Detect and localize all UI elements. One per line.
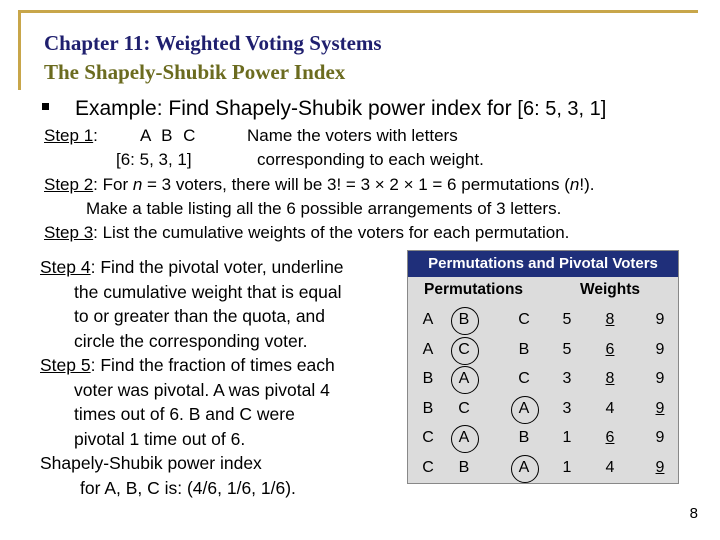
permutation-cell: C bbox=[422, 429, 434, 446]
permutation-cell: C bbox=[422, 458, 434, 476]
page-number: 8 bbox=[689, 505, 698, 522]
result-line2: for A, B, C is: (4/6, 1/6, 1/6). bbox=[80, 477, 296, 498]
permutation-cell: B bbox=[422, 399, 434, 417]
step5-label: Step 5 bbox=[40, 355, 91, 375]
column-header-weights: Weights bbox=[580, 281, 640, 298]
step1-line: Step 1: bbox=[44, 126, 98, 145]
step1-text1: Name the voters with letters bbox=[247, 126, 458, 145]
permutation-cell: C bbox=[518, 370, 530, 387]
step3-line: Step 3: List the cumulative weights of the voters for each permutation. bbox=[44, 223, 570, 242]
pivotal-weight-cell: 9 bbox=[655, 458, 665, 476]
weight-cell: 1 bbox=[562, 458, 572, 476]
permutation-cell: A bbox=[518, 458, 530, 476]
step1-letters: A B C bbox=[140, 126, 196, 145]
weight-cell: 9 bbox=[655, 311, 665, 328]
frame-top-line bbox=[18, 10, 698, 13]
pivotal-circle bbox=[451, 425, 479, 453]
step2-line2: Make a table listing all the 6 possible arrangements of 3 letters. bbox=[86, 199, 562, 218]
weight-cell: 3 bbox=[562, 399, 572, 417]
weight-cell: 9 bbox=[655, 370, 665, 387]
permutation-cell: B bbox=[422, 370, 434, 387]
pivotal-circle bbox=[451, 307, 479, 335]
example-system: [6: 5, 3, 1] bbox=[517, 98, 607, 120]
permutation-cell: C bbox=[458, 340, 470, 358]
frame-left-line bbox=[18, 10, 21, 90]
pivotal-weight-cell: 8 bbox=[605, 311, 615, 328]
permutation-cell: A bbox=[458, 370, 470, 387]
pivotal-weight-cell: 6 bbox=[605, 429, 615, 446]
pivotal-weight-cell: 9 bbox=[655, 399, 665, 417]
weight-cell: 4 bbox=[605, 399, 615, 417]
pivotal-circle bbox=[511, 455, 539, 483]
permutation-cell: A bbox=[422, 340, 434, 358]
step2-line: Step 2: For n = 3 voters, there will be 3! = 3 × 2 × 1 = 6 permutations (n!). bbox=[44, 175, 595, 194]
permutation-cell: B bbox=[458, 458, 470, 476]
step1-text2: corresponding to each weight. bbox=[257, 150, 484, 169]
slide-subtitle: The Shapely-Shubik Power Index bbox=[44, 60, 346, 84]
permutation-cell: A bbox=[422, 311, 434, 328]
pivotal-weight-cell: 6 bbox=[605, 340, 615, 358]
step1-system: [6: 5, 3, 1] bbox=[116, 150, 192, 169]
step4-label: Step 4 bbox=[40, 257, 91, 277]
pivotal-circle bbox=[451, 337, 479, 365]
step3-label: Step 3 bbox=[44, 223, 94, 242]
weight-cell: 3 bbox=[562, 370, 572, 387]
column-header-permutations: Permutations bbox=[424, 281, 524, 298]
permutation-cell: B bbox=[458, 311, 470, 328]
result-line1: Shapely-Shubik power index bbox=[40, 453, 262, 473]
permutation-cell: B bbox=[518, 340, 530, 358]
step1-label: Step 1 bbox=[44, 126, 94, 145]
weight-cell: 4 bbox=[605, 458, 615, 476]
permutation-cell: A bbox=[518, 399, 530, 417]
pivotal-circle bbox=[451, 366, 479, 394]
permutations-table bbox=[407, 250, 679, 484]
example-text: Example: Find Shapely-Shubik power index for bbox=[75, 97, 518, 120]
weight-cell: 9 bbox=[655, 429, 665, 446]
weight-cell: 5 bbox=[562, 340, 572, 358]
pivotal-weight-cell: 8 bbox=[605, 370, 615, 387]
weight-cell: 5 bbox=[562, 311, 572, 328]
weight-cell: 9 bbox=[655, 340, 665, 358]
step2-label: Step 2 bbox=[44, 175, 94, 194]
permutation-cell: B bbox=[518, 429, 530, 446]
weight-cell: 1 bbox=[562, 429, 572, 446]
table-header: Permutations and Pivotal Voters bbox=[408, 251, 678, 277]
permutation-cell: A bbox=[458, 429, 470, 446]
steps-4-5-block: Step 4: Find the pivotal voter, underline the cumulative weight that is equal to or greater than the quota, and circle the corresponding voter. Step 5: Find the fraction of times each voter was pivotal. A was pivotal 4 times out of 6. B and C were pivotal 1 time out of 6. Shapely-Shubik power index for A, B, C is: (4/6, 1/6, 1/6). bbox=[40, 255, 400, 500]
permutation-cell: C bbox=[518, 311, 530, 328]
pivotal-circle bbox=[511, 396, 539, 424]
example-line bbox=[42, 97, 606, 121]
permutation-cell: C bbox=[458, 399, 470, 417]
bullet-icon bbox=[42, 103, 49, 110]
slide-title: Chapter 11: Weighted Voting Systems bbox=[44, 31, 382, 55]
